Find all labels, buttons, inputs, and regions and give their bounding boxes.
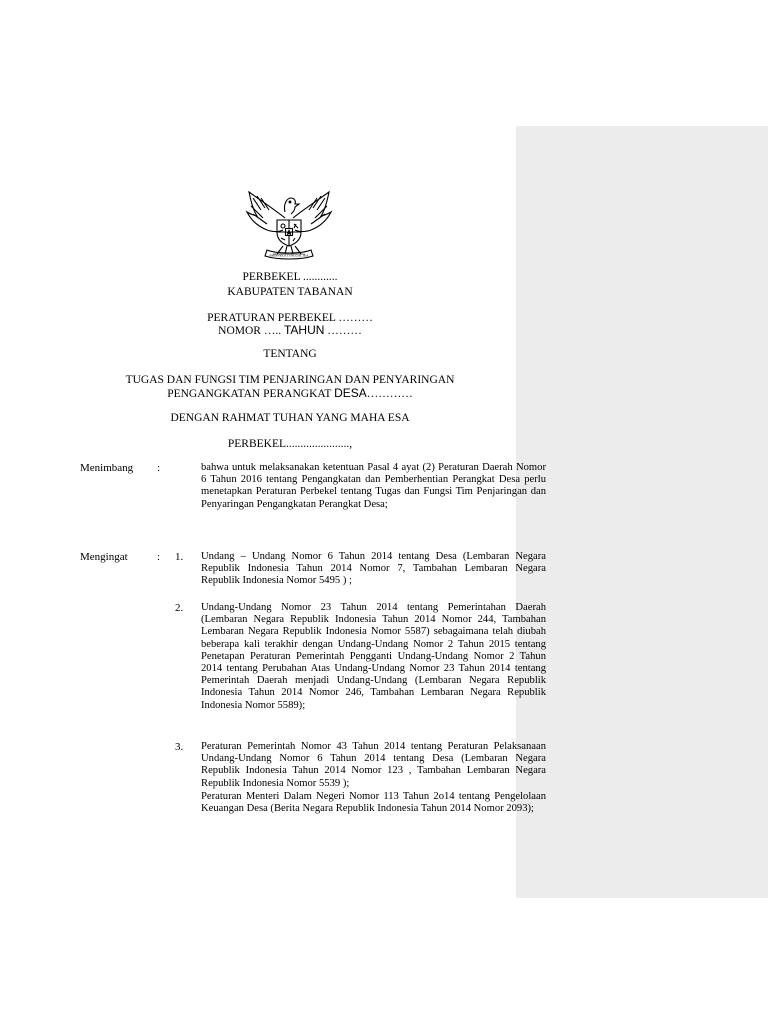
comment-pane <box>516 126 768 898</box>
nomor-line <box>80 324 500 338</box>
title-line-2 <box>80 387 500 401</box>
rahmat-line: DENGAN RAHMAT TUHAN YANG MAHA ESA <box>170 412 410 424</box>
nomor-prefix: NOMOR ….. <box>218 325 284 337</box>
perbekel-sign: PERBEKEL......................, <box>227 438 353 450</box>
peraturan-line: PERATURAN PERBEKEL ……… <box>207 312 373 324</box>
mengingat-item-1-text: Undang – Undang Nomor 6 Tahun 2014 tentang Desa (Lembaran Negara Republik Indonesia Tahun 2014 Nomor 7, Tambahan Lembaran Negara Republik Indonesia Nomor 5495 ) ; <box>201 551 546 587</box>
title-line-1: TUGAS DAN FUNGSI TIM PENJARINGAN DAN PENYARINGAN <box>125 374 455 386</box>
mengingat-item-2-text: Undang-Undang Nomor 23 Tahun 2014 tentang Pemerintahan Daerah (Lembaran Negara Republik Indonesia Tahun 2014 Nomor 244, Tambahan Lembaran Negara Republik Indonesia Nomor 5587) sebagaimana telah diubah beberapa kali terakhir dengan Undang-Undang Nomor 2 Tahun 2015 tentang Penetapan Peraturan Pemerintah Pengganti Undang-Undang Nomor 2 Tahun 2014 tentang Perubahan Atas Undang-Undang Nomor 23 Tahun 2014 tentang Pemerintah Daerah menjadi Undang-Undang (Lembaran Negara Republik Indonesia Tahun 2014 Nomor 246, Tambahan Lembaran Negara Republik Indonesia Nomor 5589); <box>201 602 546 711</box>
tentang-heading: TENTANG <box>263 348 317 360</box>
title-line-2-suffix: ………… <box>366 388 413 400</box>
mengingat-item-2-number: 2. <box>175 602 184 614</box>
title-line-2-prefix: PENGANGKATAN PERANGKAT <box>167 388 335 400</box>
emblem-motto: BHINNEKA TUNGGAL IKA <box>269 253 309 258</box>
mengingat-item-3-extra-text: Peraturan Menteri Dalam Negeri Nomor 113 Tahun 2o14 tentang Pengelolaan Keuangan Desa (Berita Negara Republik Indonesia Tahun 2014 Nomor 2093); <box>201 791 546 815</box>
nomor-tahun: TAHUN <box>283 323 325 337</box>
mengingat-item-3-text: Peraturan Pemerintah Nomor 43 Tahun 2014 tentang Peraturan Pelaksanaan Undang-Undang Nomor 6 Tahun 2014 tentang Desa (Lembaran Negara Republik Indonesia Tahun 2014 Nomor 123 , Tambahan Lembaran Negara Republik Indonesia Nomor 5539 ); <box>201 741 546 789</box>
garuda-pancasila-emblem-icon <box>241 188 337 262</box>
kabupaten-line: KABUPATEN TABANAN <box>227 286 353 298</box>
title-line-2-desa: DESA <box>334 386 367 400</box>
nomor-suffix: ……… <box>324 325 362 337</box>
mengingat-item-3-number: 3. <box>175 741 184 753</box>
perbekel-line: PERBEKEL ............ <box>242 271 338 283</box>
menimbang-colon: : <box>157 462 161 474</box>
mengingat-colon: : <box>157 551 161 563</box>
mengingat-item-1-number: 1. <box>175 551 184 563</box>
menimbang-text: bahwa untuk melaksanakan ketentuan Pasal 4 ayat (2) Peraturan Daerah Nomor 6 Tahun 2016 tentang Pengangkatan dan Pemberhentian Perangkat Desa perlu menetapkan Peraturan Perbekel tentang Tugas dan Fungsi Tim Penjaringan dan Penyaringan Pengangkatan Perangkat Desa; <box>201 462 546 510</box>
mengingat-label: Mengingat <box>80 551 128 563</box>
menimbang-label: Menimbang <box>80 462 134 474</box>
